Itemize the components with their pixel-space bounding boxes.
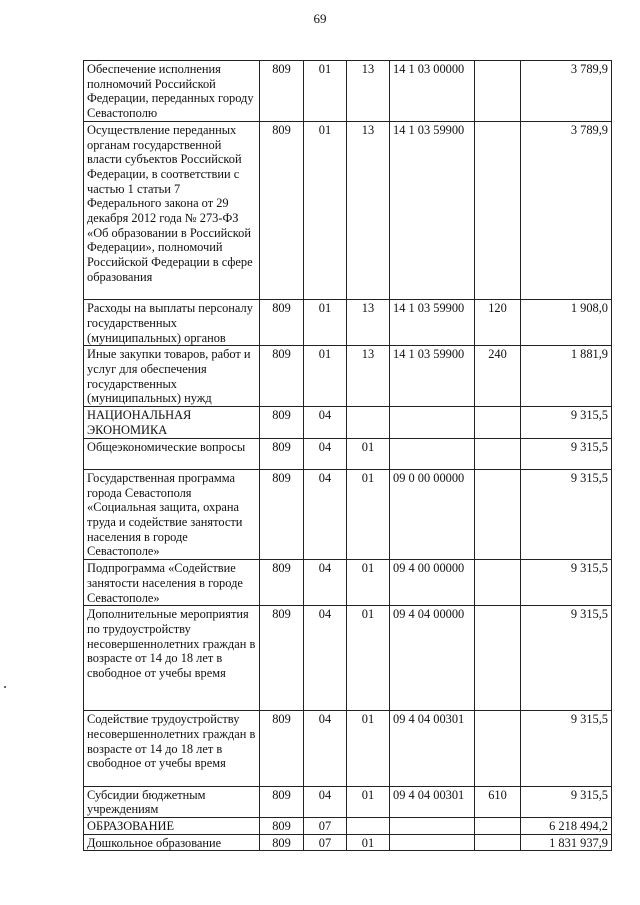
section-code-cell: 01 bbox=[304, 121, 347, 299]
expense-type-cell bbox=[475, 438, 521, 469]
expenditure-name-cell: НАЦИОНАЛЬНАЯ ЭКОНОМИКА bbox=[84, 407, 260, 438]
table-row bbox=[84, 300, 612, 346]
subsection-code-cell: 13 bbox=[347, 346, 390, 407]
page-number: 69 bbox=[313, 11, 327, 26]
ministry-code-cell: 809 bbox=[260, 711, 304, 787]
section-code-cell: 07 bbox=[304, 834, 347, 851]
ministry-code-cell: 809 bbox=[260, 121, 304, 299]
ministry-code-cell: 809 bbox=[260, 606, 304, 711]
expense-type-cell: 240 bbox=[475, 346, 521, 407]
subsection-code-cell: 01 bbox=[347, 834, 390, 851]
amount-cell: 9 315,5 bbox=[521, 438, 612, 469]
amount-cell: 3 789,9 bbox=[521, 121, 612, 299]
target-article-cell: 09 4 00 00000 bbox=[390, 560, 475, 606]
table-row bbox=[84, 560, 612, 606]
expenditure-name-cell: Дошкольное образование bbox=[84, 834, 260, 851]
section-code-cell: 04 bbox=[304, 438, 347, 469]
ministry-code-cell: 809 bbox=[260, 834, 304, 851]
table-row bbox=[84, 346, 612, 407]
target-article-cell bbox=[390, 818, 475, 835]
subsection-code-cell: 01 bbox=[347, 438, 390, 469]
budget-table bbox=[83, 60, 612, 851]
section-code-cell: 07 bbox=[304, 818, 347, 835]
ministry-code-cell: 809 bbox=[260, 407, 304, 438]
section-code-cell: 04 bbox=[304, 469, 347, 559]
subsection-code-cell: 13 bbox=[347, 61, 390, 122]
scan-mark bbox=[4, 686, 6, 688]
expense-type-cell: 610 bbox=[475, 786, 521, 817]
section-code-cell: 04 bbox=[304, 407, 347, 438]
table-row bbox=[84, 711, 612, 787]
section-code-cell: 01 bbox=[304, 346, 347, 407]
target-article-cell: 14 1 03 59900 bbox=[390, 300, 475, 346]
subsection-code-cell: 13 bbox=[347, 300, 390, 346]
section-code-cell: 01 bbox=[304, 61, 347, 122]
section-code-cell: 04 bbox=[304, 606, 347, 711]
expenditure-name-cell: Общеэкономические вопросы bbox=[84, 438, 260, 469]
table-row bbox=[84, 61, 612, 122]
ministry-code-cell: 809 bbox=[260, 818, 304, 835]
target-article-cell: 14 1 03 59900 bbox=[390, 121, 475, 299]
amount-cell: 9 315,5 bbox=[521, 606, 612, 711]
amount-cell: 9 315,5 bbox=[521, 469, 612, 559]
ministry-code-cell: 809 bbox=[260, 469, 304, 559]
table-row bbox=[84, 469, 612, 559]
expenditure-name-cell: Государственная программа города Севастополя «Социальная защита, охрана труда и содействие занятости населения в городе Севастополе» bbox=[84, 469, 260, 559]
target-article-cell: 09 4 04 00301 bbox=[390, 786, 475, 817]
expenditure-name-cell: Обеспечение исполнения полномочий Российской Федерации, переданных городу Севастополю bbox=[84, 61, 260, 122]
amount-cell: 1 908,0 bbox=[521, 300, 612, 346]
expenditure-name-cell: Дополнительные мероприятия по трудоустройству несовершеннолетних граждан в возрасте от 14 до 18 лет в свободное от учебы время bbox=[84, 606, 260, 711]
expense-type-cell bbox=[475, 560, 521, 606]
amount-cell: 9 315,5 bbox=[521, 407, 612, 438]
expenditure-name-cell: Подпрограмма «Содействие занятости населения в городе Севастополе» bbox=[84, 560, 260, 606]
expense-type-cell bbox=[475, 407, 521, 438]
subsection-code-cell: 01 bbox=[347, 606, 390, 711]
subsection-code-cell: 13 bbox=[347, 121, 390, 299]
expense-type-cell: 120 bbox=[475, 300, 521, 346]
expenditure-name-cell: Осуществление переданных органам государственной власти субъектов Российской Федерации, в соответствии с частью 1 статьи 7 Федерального закона от 29 декабря 2012 года № 273-ФЗ «Об образовании в Российской Федерации», полномочий Российской Федерации в сфере образования bbox=[84, 121, 260, 299]
target-article-cell: 14 1 03 00000 bbox=[390, 61, 475, 122]
target-article-cell: 09 4 04 00000 bbox=[390, 606, 475, 711]
table-row bbox=[84, 121, 612, 299]
expense-type-cell bbox=[475, 711, 521, 787]
table-row bbox=[84, 407, 612, 438]
section-code-cell: 04 bbox=[304, 786, 347, 817]
ministry-code-cell: 809 bbox=[260, 786, 304, 817]
expense-type-cell bbox=[475, 834, 521, 851]
target-article-cell bbox=[390, 438, 475, 469]
amount-cell: 9 315,5 bbox=[521, 786, 612, 817]
expenditure-name-cell: Иные закупки товаров, работ и услуг для обеспечения государственных (муниципальных) нужд bbox=[84, 346, 260, 407]
target-article-cell bbox=[390, 407, 475, 438]
subsection-code-cell: 01 bbox=[347, 469, 390, 559]
ministry-code-cell: 809 bbox=[260, 438, 304, 469]
table-row bbox=[84, 606, 612, 711]
expenditure-name-cell: Расходы на выплаты персоналу государственных (муниципальных) органов bbox=[84, 300, 260, 346]
amount-cell: 9 315,5 bbox=[521, 711, 612, 787]
expense-type-cell bbox=[475, 469, 521, 559]
subsection-code-cell: 01 bbox=[347, 786, 390, 817]
amount-cell: 1 831 937,9 bbox=[521, 834, 612, 851]
table-row bbox=[84, 834, 612, 851]
budget-table-body bbox=[84, 61, 612, 851]
table-row bbox=[84, 818, 612, 835]
target-article-cell: 09 4 04 00301 bbox=[390, 711, 475, 787]
amount-cell: 3 789,9 bbox=[521, 61, 612, 122]
ministry-code-cell: 809 bbox=[260, 560, 304, 606]
section-code-cell: 04 bbox=[304, 711, 347, 787]
expense-type-cell bbox=[475, 818, 521, 835]
subsection-code-cell: 01 bbox=[347, 560, 390, 606]
expenditure-name-cell: ОБРАЗОВАНИЕ bbox=[84, 818, 260, 835]
subsection-code-cell bbox=[347, 818, 390, 835]
ministry-code-cell: 809 bbox=[260, 346, 304, 407]
ministry-code-cell: 809 bbox=[260, 300, 304, 346]
amount-cell: 1 881,9 bbox=[521, 346, 612, 407]
amount-cell: 9 315,5 bbox=[521, 560, 612, 606]
subsection-code-cell bbox=[347, 407, 390, 438]
ministry-code-cell: 809 bbox=[260, 61, 304, 122]
expense-type-cell bbox=[475, 121, 521, 299]
table-row bbox=[84, 438, 612, 469]
target-article-cell: 14 1 03 59900 bbox=[390, 346, 475, 407]
expenditure-name-cell: Содействие трудоустройству несовершеннолетних граждан в возрасте от 14 до 18 лет в свободное от учебы время bbox=[84, 711, 260, 787]
section-code-cell: 01 bbox=[304, 300, 347, 346]
expense-type-cell bbox=[475, 61, 521, 122]
amount-cell: 6 218 494,2 bbox=[521, 818, 612, 835]
target-article-cell bbox=[390, 834, 475, 851]
target-article-cell: 09 0 00 00000 bbox=[390, 469, 475, 559]
section-code-cell: 04 bbox=[304, 560, 347, 606]
subsection-code-cell: 01 bbox=[347, 711, 390, 787]
expense-type-cell bbox=[475, 606, 521, 711]
expenditure-name-cell: Субсидии бюджетным учреждениям bbox=[84, 786, 260, 817]
table-row bbox=[84, 786, 612, 817]
